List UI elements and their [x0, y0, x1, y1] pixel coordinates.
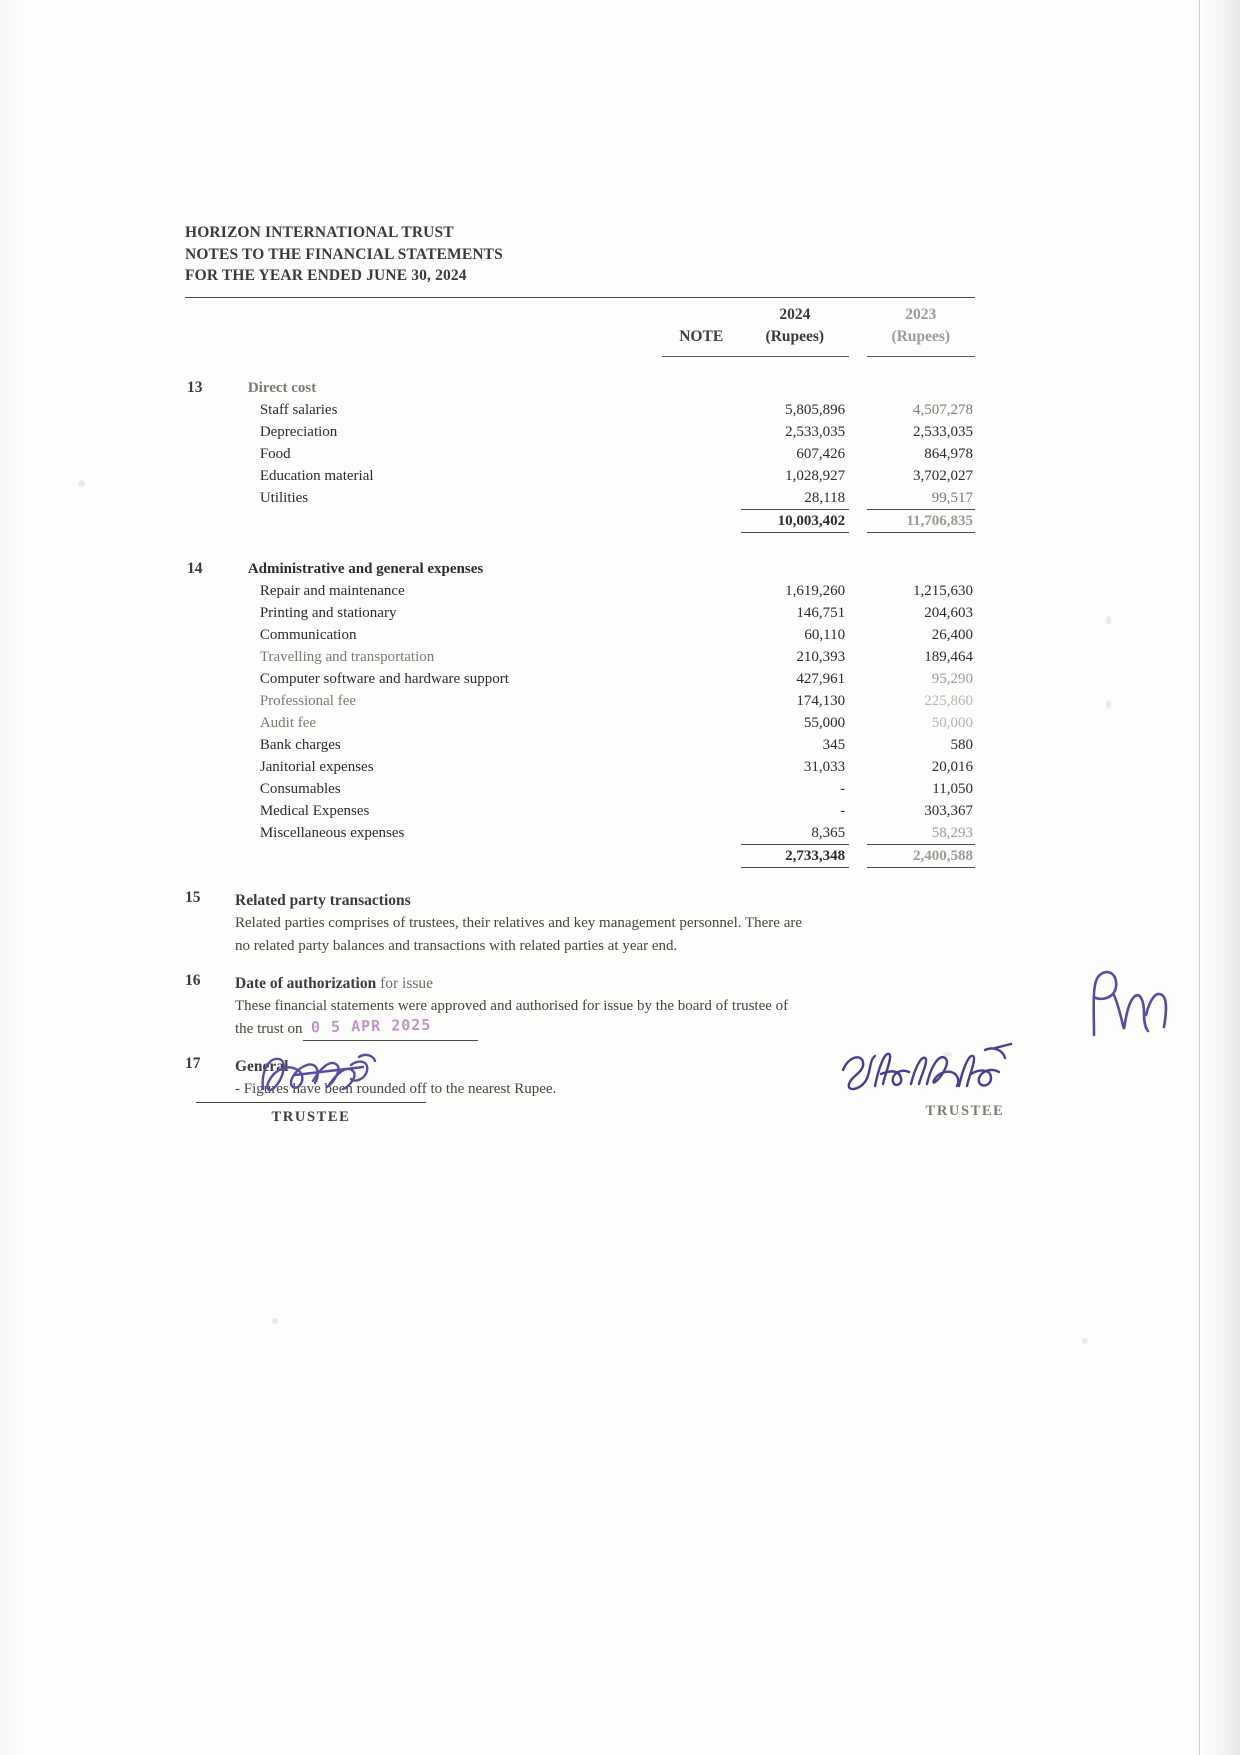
- table-row: [185, 712, 975, 734]
- total-value-2024: 10,003,402: [741, 509, 850, 532]
- header-note: NOTE: [679, 327, 724, 345]
- row-value-2024: 345: [822, 736, 846, 753]
- note-body-line: the trust on: [235, 1020, 303, 1037]
- scan-edge-line: [1199, 0, 1200, 1755]
- row-label: Education material: [259, 467, 374, 484]
- row-label: Depreciation: [259, 423, 338, 440]
- table-row: [185, 399, 975, 421]
- table-section-total: [185, 509, 975, 532]
- section-number: 13: [187, 378, 203, 396]
- row-value-2023: 303,367: [924, 802, 973, 819]
- row-value-2024: 210,393: [796, 648, 846, 665]
- title-line-period: FOR THE YEAR ENDED JUNE 30, 2024: [185, 267, 467, 284]
- row-label: Staff salaries: [259, 401, 338, 418]
- scan-left-edge-shadow: [0, 0, 26, 1755]
- trustee-signature-right: [845, 1035, 1085, 1120]
- scan-speck: [272, 1318, 278, 1324]
- row-value-2023: 20,016: [931, 758, 973, 775]
- row-value-2023: 26,400: [931, 626, 973, 643]
- row-value-2023: 95,290: [931, 670, 973, 687]
- row-value-2023: 204,603: [924, 604, 973, 621]
- row-value-2023: 580: [950, 736, 973, 753]
- document-content: [185, 222, 975, 1115]
- note-15: [185, 889, 975, 958]
- section-title: Direct cost: [247, 379, 317, 396]
- date-stamp-text: 0 5 APR 2025: [310, 1015, 432, 1036]
- header-unit-2023: (Rupees): [891, 327, 951, 345]
- table-row: [185, 421, 975, 443]
- signature-line: [196, 1040, 426, 1103]
- note-number: 15: [185, 888, 201, 906]
- row-label: Professional fee: [259, 692, 357, 709]
- row-value-2024: 28,118: [804, 489, 846, 506]
- note-heading: [235, 972, 975, 995]
- row-value-2023: 2,533,035: [913, 423, 973, 440]
- row-value-2023: 50,000: [931, 714, 973, 731]
- row-value-2024: -: [840, 780, 846, 797]
- note-16: [185, 972, 975, 1041]
- row-value-2023: 189,464: [924, 648, 973, 665]
- table-row: [185, 646, 975, 668]
- row-value-2023: 58,293: [931, 824, 973, 841]
- row-value-2023: 11,050: [932, 780, 973, 797]
- row-value-2024: 1,028,927: [785, 467, 846, 484]
- note-heading-rest: for issue: [376, 974, 434, 992]
- note-heading: General: [235, 1057, 289, 1075]
- scan-speck: [1082, 1338, 1088, 1344]
- row-label: Computer software and hardware support: [259, 670, 509, 687]
- row-value-2023: 225,860: [924, 692, 973, 709]
- title-line-statement: NOTES TO THE FINANCIAL STATEMENTS: [185, 245, 503, 263]
- note-number: 16: [185, 971, 201, 989]
- note-body-line: Related parties comprises of trustees, their relatives and key management personnel. There are: [235, 914, 803, 931]
- trustee-signature-left: [196, 1040, 426, 1126]
- row-value-2024: 607,426: [796, 445, 846, 462]
- table-total-double-rule: [185, 867, 975, 873]
- row-value-2023: 864,978: [924, 445, 973, 462]
- table-row: [185, 756, 975, 778]
- section-title: Administrative and general expenses: [247, 560, 484, 577]
- row-value-2023: 3,702,027: [913, 467, 973, 484]
- title-line-org: HORIZON INTERNATIONAL TRUST: [185, 224, 454, 241]
- table-spacer: [185, 356, 975, 377]
- table-row: [185, 800, 975, 822]
- signature-line: [845, 1035, 1085, 1097]
- table-section-header: [185, 377, 975, 399]
- row-value-2024: 174,130: [796, 692, 846, 709]
- row-label: Repair and maintenance: [259, 582, 405, 599]
- note-body-line: no related party balances and transactions with related parties at year end.: [235, 937, 678, 954]
- row-label: Medical Expenses: [259, 802, 370, 819]
- table-row: [185, 778, 975, 800]
- row-label: Travelling and transportation: [259, 648, 435, 665]
- row-value-2024: 146,751: [796, 604, 846, 621]
- row-value-2024: 60,110: [804, 626, 846, 643]
- note-heading: Related party transactions: [235, 891, 411, 909]
- table-spacer: [185, 538, 975, 558]
- header-unit-2024: (Rupees): [765, 327, 825, 345]
- row-value-2024: 31,033: [803, 758, 846, 775]
- row-label: Miscellaneous expenses: [259, 824, 405, 841]
- row-value-2024: -: [840, 802, 846, 819]
- table-row: [185, 465, 975, 487]
- note-number: 17: [185, 1054, 201, 1072]
- row-label: Food: [259, 445, 291, 462]
- row-value-2024: 8,365: [811, 824, 846, 841]
- row-value-2023: 99,517: [931, 489, 973, 506]
- notes-financial-table: [185, 297, 975, 873]
- table-header-underline: [185, 348, 975, 357]
- row-value-2024: 55,000: [803, 714, 846, 731]
- scan-speck: [1106, 700, 1111, 709]
- table-row: [185, 443, 975, 465]
- table-row: [185, 690, 975, 712]
- note-heading-bold: Date of authorization: [235, 974, 377, 992]
- scan-speck: [1106, 616, 1111, 625]
- total-value-2023: 11,706,835: [867, 509, 976, 532]
- table-section-total: [185, 844, 975, 867]
- trustee-label-right: TRUSTEE: [925, 1103, 1005, 1119]
- scan-speck: [78, 480, 85, 487]
- table-row: [185, 487, 975, 510]
- table-section-header: [185, 558, 975, 580]
- row-label: Bank charges: [259, 736, 341, 753]
- total-value-2024: 2,733,348: [741, 844, 850, 867]
- header-year-2024: 2024: [779, 305, 811, 323]
- table-row: [185, 822, 975, 845]
- row-label: Janitorial expenses: [259, 758, 374, 775]
- row-value-2023: 1,215,630: [913, 582, 973, 599]
- row-label: Printing and stationary: [259, 604, 397, 621]
- row-label: Utilities: [259, 489, 309, 506]
- table-row: [185, 602, 975, 624]
- row-value-2024: 1,619,260: [785, 582, 846, 599]
- note-body-line: These financial statements were approved and authorised for issue by the board of trustee of: [235, 997, 789, 1014]
- row-label: Consumables: [259, 780, 341, 797]
- table-row: [185, 624, 975, 646]
- authorization-date-field: [303, 1015, 478, 1041]
- row-label: Audit fee: [259, 714, 317, 731]
- row-label: Communication: [259, 626, 357, 643]
- scan-right-edge-shadow: [1196, 0, 1240, 1755]
- table-row: [185, 580, 975, 602]
- row-value-2023: 4,507,278: [913, 401, 973, 418]
- row-value-2024: 5,805,896: [785, 401, 846, 418]
- document-title: [185, 222, 975, 287]
- header-year-2023: 2023: [905, 305, 937, 323]
- table-row: [185, 734, 975, 756]
- table-header-unit-row: [185, 326, 975, 348]
- row-value-2024: 2,533,035: [785, 423, 846, 440]
- total-value-2023: 2,400,588: [867, 844, 976, 867]
- row-value-2024: 427,961: [796, 670, 846, 687]
- note-body-line: - Figures have been rounded off to the nearest Rupee.: [235, 1080, 557, 1097]
- section-number: 14: [187, 559, 203, 577]
- table-row: [185, 668, 975, 690]
- trustee-label-left: TRUSTEE: [271, 1109, 351, 1125]
- table-header-year-row: [185, 304, 975, 326]
